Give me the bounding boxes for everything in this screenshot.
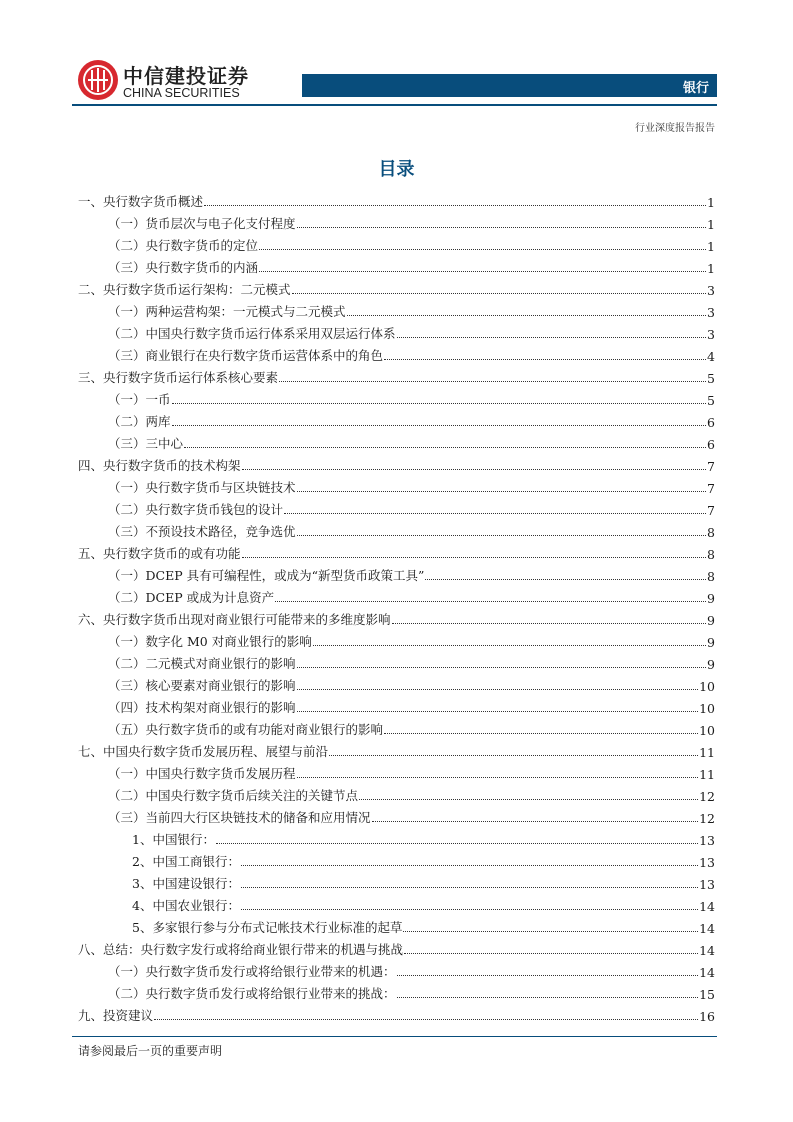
- toc-leader-dots: [384, 359, 706, 360]
- toc-entry[interactable]: [78, 542, 715, 562]
- toc-entry[interactable]: [78, 190, 715, 210]
- toc-leader-dots: [284, 513, 706, 514]
- toc-page-number: 4: [707, 349, 715, 364]
- toc-page-number: 14: [699, 965, 715, 980]
- toc-leader-dots: [241, 887, 698, 888]
- toc-entry-label: 四、央行数字货币的技术构架: [78, 458, 241, 473]
- toc-leader-dots: [392, 623, 707, 624]
- toc-entry[interactable]: [108, 256, 715, 276]
- report-type: 行业深度报告报告: [635, 123, 715, 134]
- toc-entry[interactable]: [108, 476, 715, 496]
- toc-entry[interactable]: [132, 872, 715, 892]
- toc-page-number: 9: [707, 635, 715, 650]
- toc-page-number: 9: [707, 613, 715, 628]
- toc-entry-label: 二、央行数字货币运行架构：二元模式: [78, 282, 291, 297]
- toc-entry[interactable]: [108, 432, 715, 452]
- toc-leader-dots: [297, 689, 699, 690]
- toc-entry[interactable]: [108, 520, 715, 540]
- toc-entry[interactable]: [132, 916, 715, 936]
- toc-leader-dots: [329, 755, 698, 756]
- toc-page-number: 1: [707, 239, 715, 254]
- toc-entry[interactable]: [108, 564, 715, 584]
- toc-leader-dots: [241, 909, 698, 910]
- toc-leader-dots: [397, 997, 699, 998]
- toc-entry-label: （一）一币: [108, 392, 171, 407]
- toc-entry-label: （二）二元模式对商业银行的影响: [108, 656, 296, 671]
- toc-page-number: 8: [707, 525, 715, 540]
- toc-page-number: 5: [707, 371, 715, 386]
- toc-leader-dots: [204, 205, 706, 206]
- toc-entry-label: （一）央行数字货币与区块链技术: [108, 480, 296, 495]
- toc-entry-label: （三）商业银行在央行数字货币运营体系中的角色: [108, 348, 384, 363]
- toc-entry-label: （二）央行数字货币的定位: [108, 238, 259, 253]
- toc-page-number: 3: [707, 327, 715, 342]
- toc-entry[interactable]: [78, 1004, 715, 1024]
- toc-entry[interactable]: [108, 322, 715, 342]
- toc-leader-dots: [313, 645, 706, 646]
- toc-entry[interactable]: [108, 960, 715, 980]
- toc-entry-label: （一）DCEP 具有可编程性，或成为“新型货币政策工具”: [108, 568, 425, 583]
- toc-entry[interactable]: [108, 300, 715, 320]
- toc-entry[interactable]: [108, 410, 715, 430]
- toc-page-number: 6: [707, 437, 715, 452]
- toc-leader-dots: [259, 249, 706, 250]
- toc-entry[interactable]: [132, 828, 715, 848]
- toc-entry-label: 五、央行数字货币的或有功能: [78, 546, 241, 561]
- header-divider: [72, 104, 717, 106]
- toc-page-number: 14: [699, 921, 715, 936]
- toc-leader-dots: [259, 271, 706, 272]
- toc-entry-label: （二）央行数字货币钱包的设计: [108, 502, 284, 517]
- toc-entry[interactable]: [108, 234, 715, 254]
- toc-leader-dots: [216, 843, 698, 844]
- toc-entry-label: （一）央行数字货币发行或将给银行业带来的机遇：: [108, 964, 396, 979]
- toc-page-number: 11: [699, 767, 715, 782]
- toc-page-number: 11: [699, 745, 715, 760]
- toc-page-number: 10: [699, 701, 715, 716]
- toc-leader-dots: [403, 931, 698, 932]
- toc-page-number: 10: [699, 723, 715, 738]
- toc-leader-dots: [154, 1019, 698, 1020]
- toc-leader-dots: [172, 425, 707, 426]
- toc-leader-dots: [384, 733, 698, 734]
- toc-leader-dots: [397, 975, 699, 976]
- toc-page-number: 3: [707, 305, 715, 320]
- toc-entry[interactable]: [108, 784, 715, 804]
- toc-leader-dots: [242, 557, 707, 558]
- toc-page-number: 15: [699, 987, 715, 1002]
- toc-leader-dots: [297, 491, 707, 492]
- toc-entry-label: 九、投资建议: [78, 1008, 154, 1023]
- toc-page-number: 12: [699, 811, 715, 826]
- toc-leader-dots: [297, 711, 699, 712]
- toc-entry[interactable]: [108, 806, 715, 826]
- toc-entry[interactable]: [78, 366, 715, 386]
- toc-entry-label: （四）技术构架对商业银行的影响: [108, 700, 296, 715]
- toc-entry[interactable]: [78, 608, 715, 628]
- toc-page-number: 3: [707, 283, 715, 298]
- toc-entry-label: （一）货币层次与电子化支付程度: [108, 216, 296, 231]
- toc-entry-label: 4、中国农业银行：: [132, 898, 240, 913]
- toc-entry[interactable]: [132, 850, 715, 870]
- toc-leader-dots: [404, 953, 698, 954]
- toc-page-number: 12: [699, 789, 715, 804]
- toc-entry-label: 2、中国工商银行：: [132, 854, 240, 869]
- toc-leader-dots: [292, 293, 707, 294]
- toc-page-number: 8: [707, 569, 715, 584]
- toc-page-number: 1: [707, 217, 715, 232]
- toc-entry-label: （二）央行数字货币发行或将给银行业带来的挑战：: [108, 986, 396, 1001]
- toc-leader-dots: [397, 337, 707, 338]
- toc-entry-label: （三）三中心: [108, 436, 184, 451]
- toc-leader-dots: [241, 865, 698, 866]
- toc-page-number: 16: [699, 1009, 715, 1024]
- toc-entry[interactable]: [108, 718, 715, 738]
- toc-leader-dots: [184, 447, 706, 448]
- toc-entry[interactable]: [108, 696, 715, 716]
- toc-entry-label: 七、中国央行数字货币发展历程、展望与前沿: [78, 744, 329, 759]
- sector-label: 银行: [682, 81, 709, 96]
- toc-page-number: 7: [707, 459, 715, 474]
- footer-divider: [72, 1036, 717, 1037]
- toc-leader-dots: [347, 315, 707, 316]
- toc-entry[interactable]: [78, 740, 715, 760]
- toc-entry[interactable]: [108, 762, 715, 782]
- toc-entry-label: （五）央行数字货币的或有功能对商业银行的影响: [108, 722, 384, 737]
- toc-entry[interactable]: [78, 938, 715, 958]
- toc-page-number: 6: [707, 415, 715, 430]
- toc-page-number: 13: [699, 855, 715, 870]
- toc-entry-label: （一）中国央行数字货币发展历程: [108, 766, 296, 781]
- toc-leader-dots: [372, 821, 699, 822]
- toc-leader-dots: [425, 579, 706, 580]
- toc-entry-label: 八、总结：央行数字发行或将给商业银行带来的机遇与挑战: [78, 942, 404, 957]
- toc-entry-label: （一）两种运营构架：一元模式与二元模式: [108, 304, 346, 319]
- toc-entry[interactable]: [108, 498, 715, 518]
- toc-entry[interactable]: [78, 278, 715, 298]
- brand-name-cn: 中信建投证券: [123, 64, 249, 88]
- toc-entry[interactable]: [108, 674, 715, 694]
- toc-entry[interactable]: [108, 630, 715, 650]
- toc-entry[interactable]: [78, 454, 715, 474]
- toc-page-number: 14: [699, 899, 715, 914]
- toc-page-number: 13: [699, 877, 715, 892]
- toc-entry[interactable]: [132, 894, 715, 914]
- toc-entry[interactable]: [108, 344, 715, 364]
- toc-entry-label: 1、中国银行：: [132, 832, 215, 847]
- toc-leader-dots: [297, 667, 707, 668]
- toc-page-number: 1: [707, 261, 715, 276]
- toc-entry-label: （二）中国央行数字货币后续关注的关键节点: [108, 788, 359, 803]
- toc-entry-label: （一）数字化 M0 对商业银行的影响: [108, 634, 312, 649]
- brand-name-en: CHINA SECURITIES: [123, 86, 240, 100]
- toc-entry-label: （三）不预设技术路径，竞争选优: [108, 524, 296, 539]
- disclaimer-note: 请参阅最后一页的重要声明: [78, 1044, 223, 1058]
- toc-leader-dots: [359, 799, 698, 800]
- toc-page-number: 1: [707, 195, 715, 210]
- toc-entry-label: （三）当前四大行区块链技术的储备和应用情况: [108, 810, 371, 825]
- toc-entry-label: 一、央行数字货币概述: [78, 194, 204, 209]
- toc-entry[interactable]: [108, 982, 715, 1002]
- toc-page-number: 13: [699, 833, 715, 848]
- toc-page-number: 10: [699, 679, 715, 694]
- toc-page-number: 8: [707, 547, 715, 562]
- toc-page-number: 7: [707, 503, 715, 518]
- toc-entry[interactable]: [108, 586, 715, 606]
- toc-entry-label: 5、多家银行参与分布式记帐技术行业标准的起草: [132, 920, 403, 935]
- sector-banner: [302, 74, 717, 97]
- toc-entry[interactable]: [108, 388, 715, 408]
- toc-leader-dots: [172, 403, 707, 404]
- toc-page-number: 9: [707, 657, 715, 672]
- toc-leader-dots: [279, 381, 706, 382]
- toc-page-number: 9: [707, 591, 715, 606]
- toc-leader-dots: [297, 535, 707, 536]
- china-securities-logo-icon: [78, 60, 118, 100]
- toc-leader-dots: [297, 777, 699, 778]
- toc-leader-dots: [275, 601, 706, 602]
- toc-page-number: 14: [699, 943, 715, 958]
- toc-entry[interactable]: [108, 652, 715, 672]
- toc-entry[interactable]: [108, 212, 715, 232]
- toc-entry-label: 3、中国建设银行：: [132, 876, 240, 891]
- toc-entry-label: （二）DCEP 或成为计息资产: [108, 590, 275, 605]
- toc-leader-dots: [242, 469, 707, 470]
- toc-entry-label: 六、央行数字货币出现对商业银行可能带来的多维度影响: [78, 612, 391, 627]
- toc-title: 目录: [378, 159, 415, 180]
- toc-page-number: 5: [707, 393, 715, 408]
- toc-leader-dots: [297, 227, 707, 228]
- toc-entry-label: （二）两库: [108, 414, 171, 429]
- toc-entry-label: （三）央行数字货币的内涵: [108, 260, 259, 275]
- toc-page-number: 7: [707, 481, 715, 496]
- toc-entry-label: 三、央行数字货币运行体系核心要素: [78, 370, 279, 385]
- toc-entry-label: （二）中国央行数字货币运行体系采用双层运行体系: [108, 326, 396, 341]
- toc-entry-label: （三）核心要素对商业银行的影响: [108, 678, 296, 693]
